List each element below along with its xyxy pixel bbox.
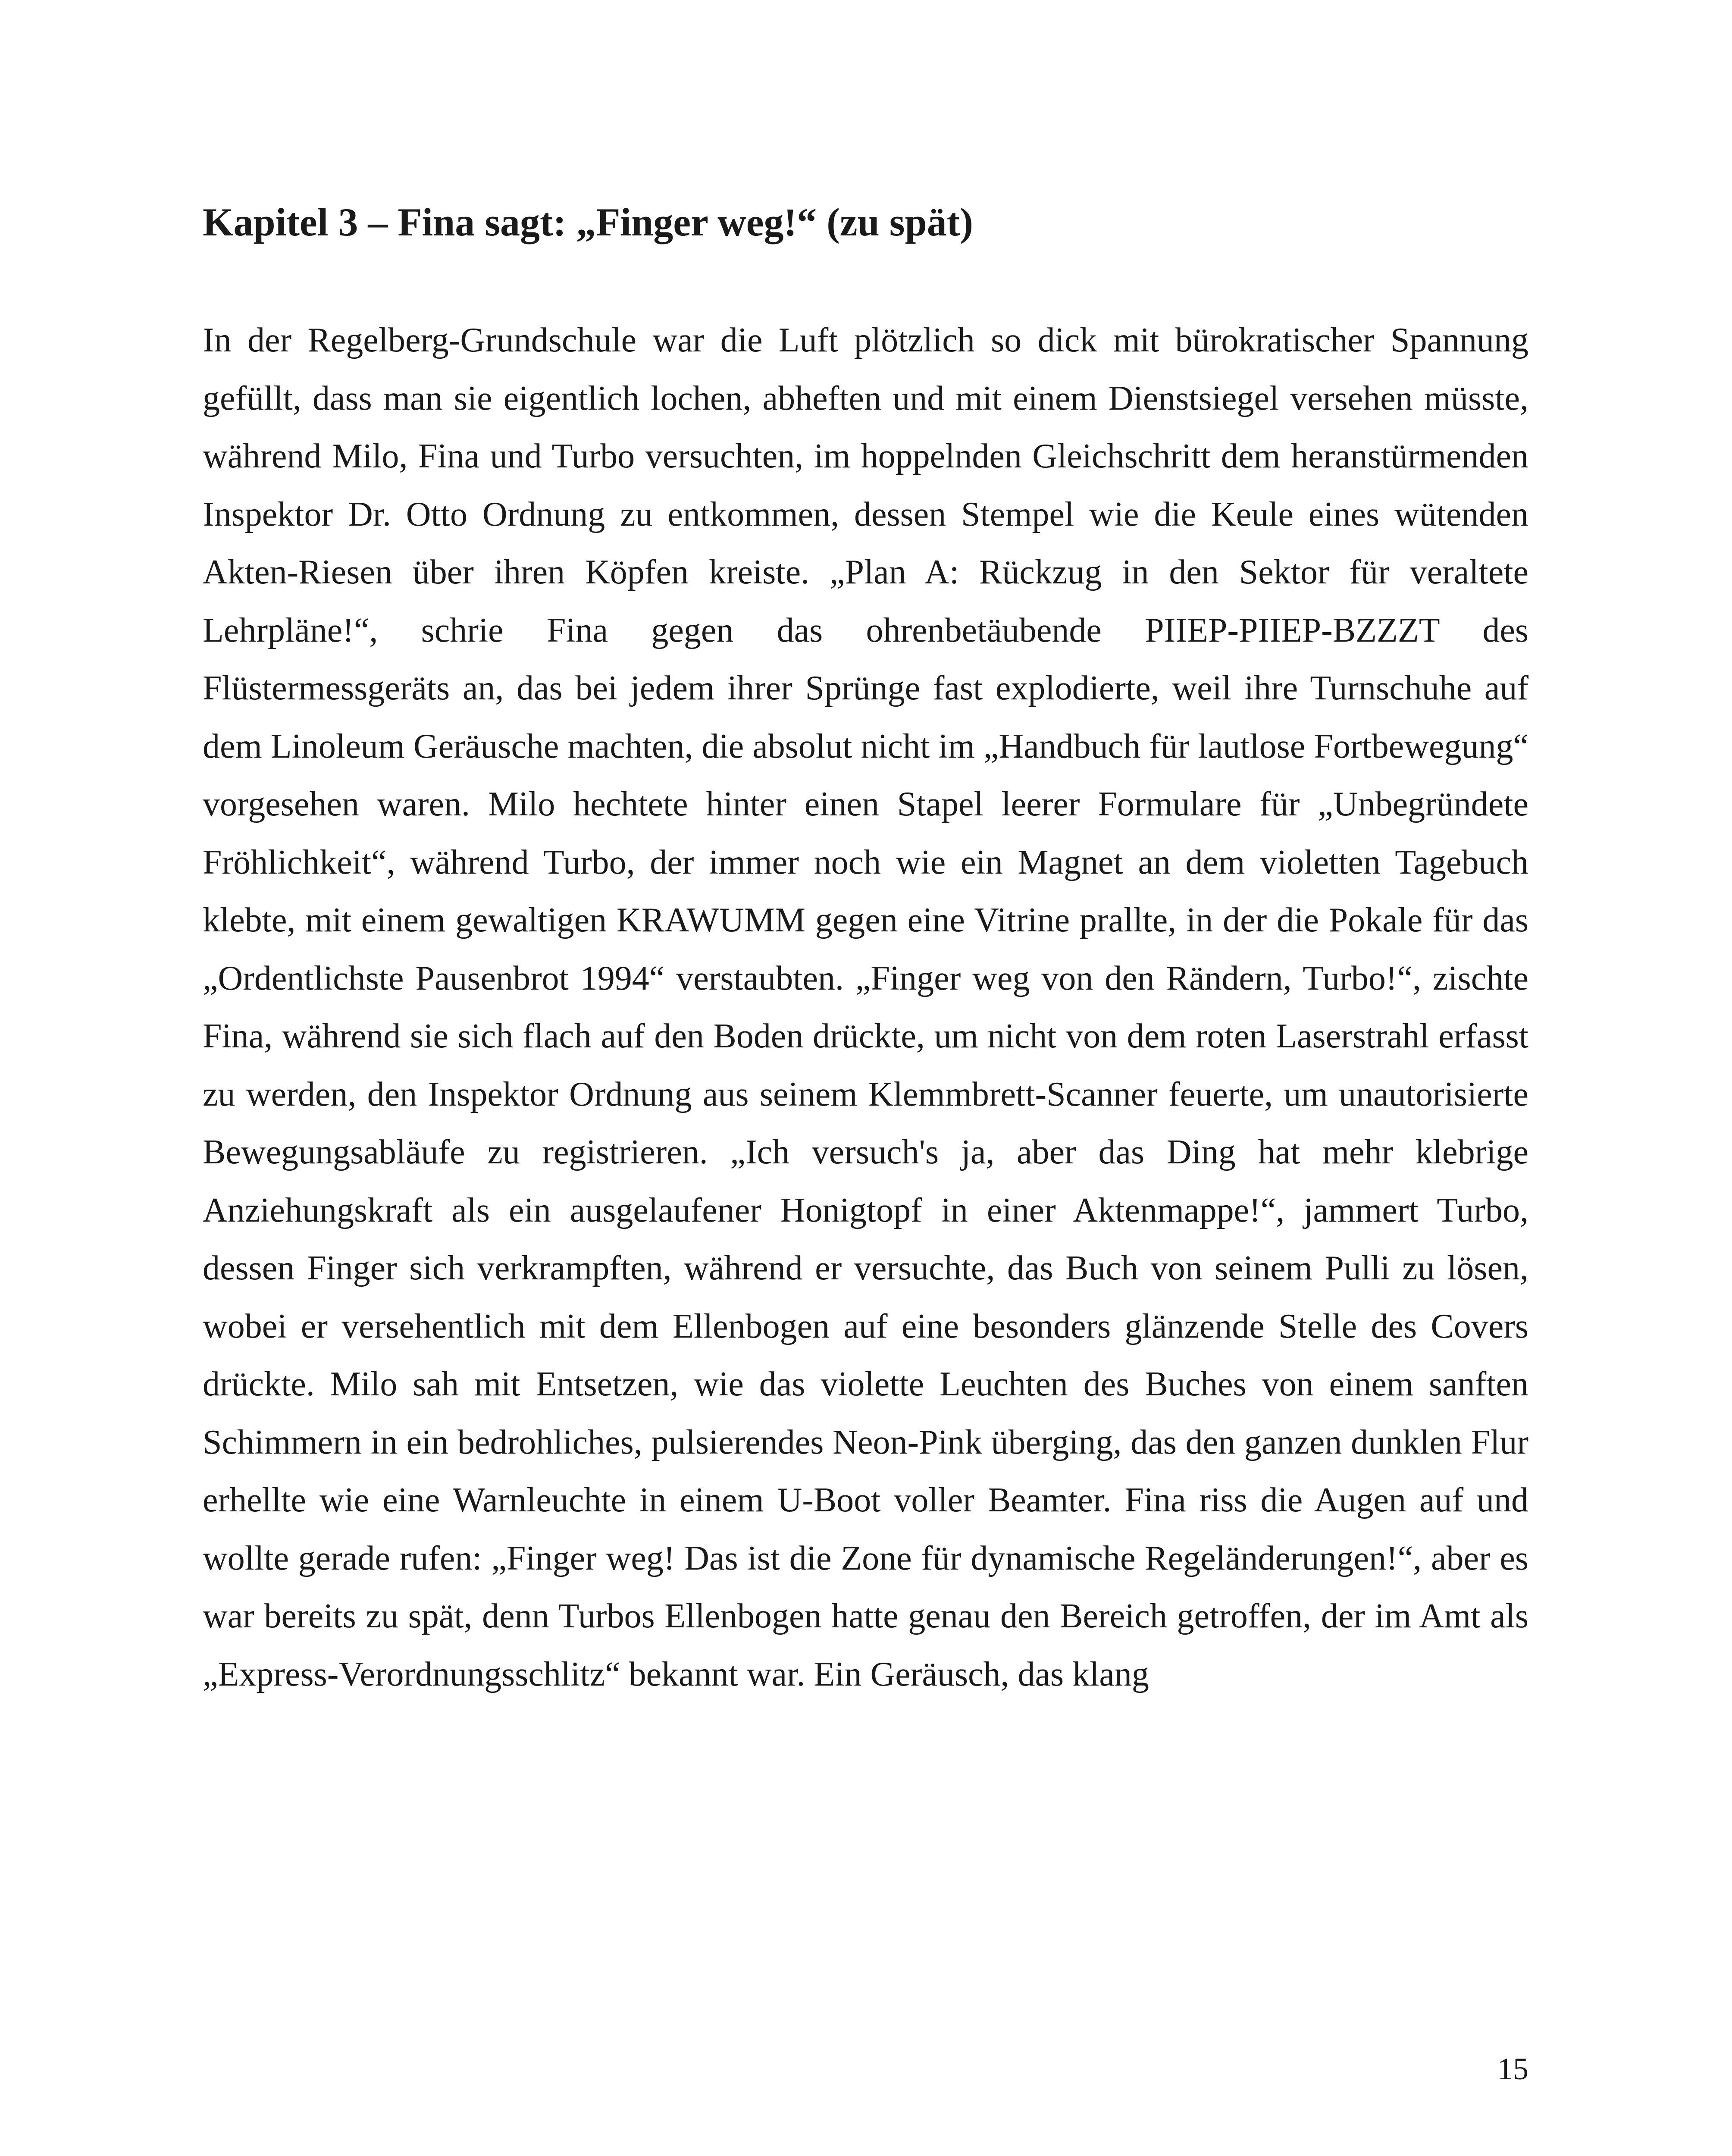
page-number: 15 bbox=[1497, 2052, 1528, 2086]
chapter-title: Kapitel 3 – Fina sagt: „Finger weg!“ (zu spät) bbox=[203, 200, 974, 244]
body-paragraph: In der Regelberg-Grundschule war die Luft plötzlich so dick mit bürokratischer Spannung gefüllt, dass man sie eigentlich lochen, abheften und mit einem Dienstsiegel versehen müsste, während Milo, Fina und Turbo versuchten, im hoppelnden Gleichschritt dem heranstürmenden Inspektor Dr. Otto Ordnung zu entkommen, dessen Stempel wie die Keule eines wütenden Akten-Riesen über ihren Köpfen kreiste. „Plan A: Rückzug in den Sektor für veraltete Lehrpläne!“, schrie Fina gegen das ohrenbetäubende PIIEP-PIIEP-BZZZT des Flüstermessgeräts an, das bei jedem ihrer Sprünge fast explodierte, weil ihre Turnschuhe auf dem Linoleum Geräusche machten, die absolut nicht im „Handbuch für lautlose Fortbewegung“ vorgesehen waren. Milo hechtete hinter einen Stapel leerer Formulare für „Unbegründete Fröhlichkeit“, während Turbo, der immer noch wie ein Magnet an dem violetten Tagebuch klebte, mit einem gewaltigen KRAWUMM gegen eine Vitrine prallte, in der die Pokale für das „Ordentlichste Pausenbrot 1994“ verstaubten. „Finger weg von den Rändern, Turbo!“, zischte Fina, während sie sich flach auf den Boden drückte, um nicht von dem roten Laserstrahl erfasst zu werden, den Inspektor Ordnung aus seinem Klemmbrett-Scanner feuerte, um unautorisierte Bewegungsabläufe zu registrieren. „Ich versuch's ja, aber das Ding hat mehr klebrige Anziehungskraft als ein ausgelaufener Honigtopf in einer Aktenmappe!“, jammert Turbo, dessen Finger sich verkrampften, während er versuchte, das Buch von seinem Pulli zu lösen, wobei er versehentlich mit dem Ellenbogen auf eine besonders glänzende Stelle des Covers drückte. Milo sah mit Entsetzen, wie das violette Leuchten des Buches von einem sanften Schimmern in ein bedrohliches, pulsierendes Neon-Pink überging, das den ganzen dunklen Flur erhellte wie eine Warnleuchte in einem U-Boot voller Beamter. Fina riss die Augen auf und wollte gerade rufen: „Finger weg! Das ist die Zone für dynamische Regeländerungen!“, aber es war bereits zu spät, denn Turbos Ellenbogen hatte genau den Bereich getroffen, der im Amt als „Express-Verordnungsschlitz“ bekannt war. Ein Geräusch, das klang bbox=[203, 321, 1528, 1693]
